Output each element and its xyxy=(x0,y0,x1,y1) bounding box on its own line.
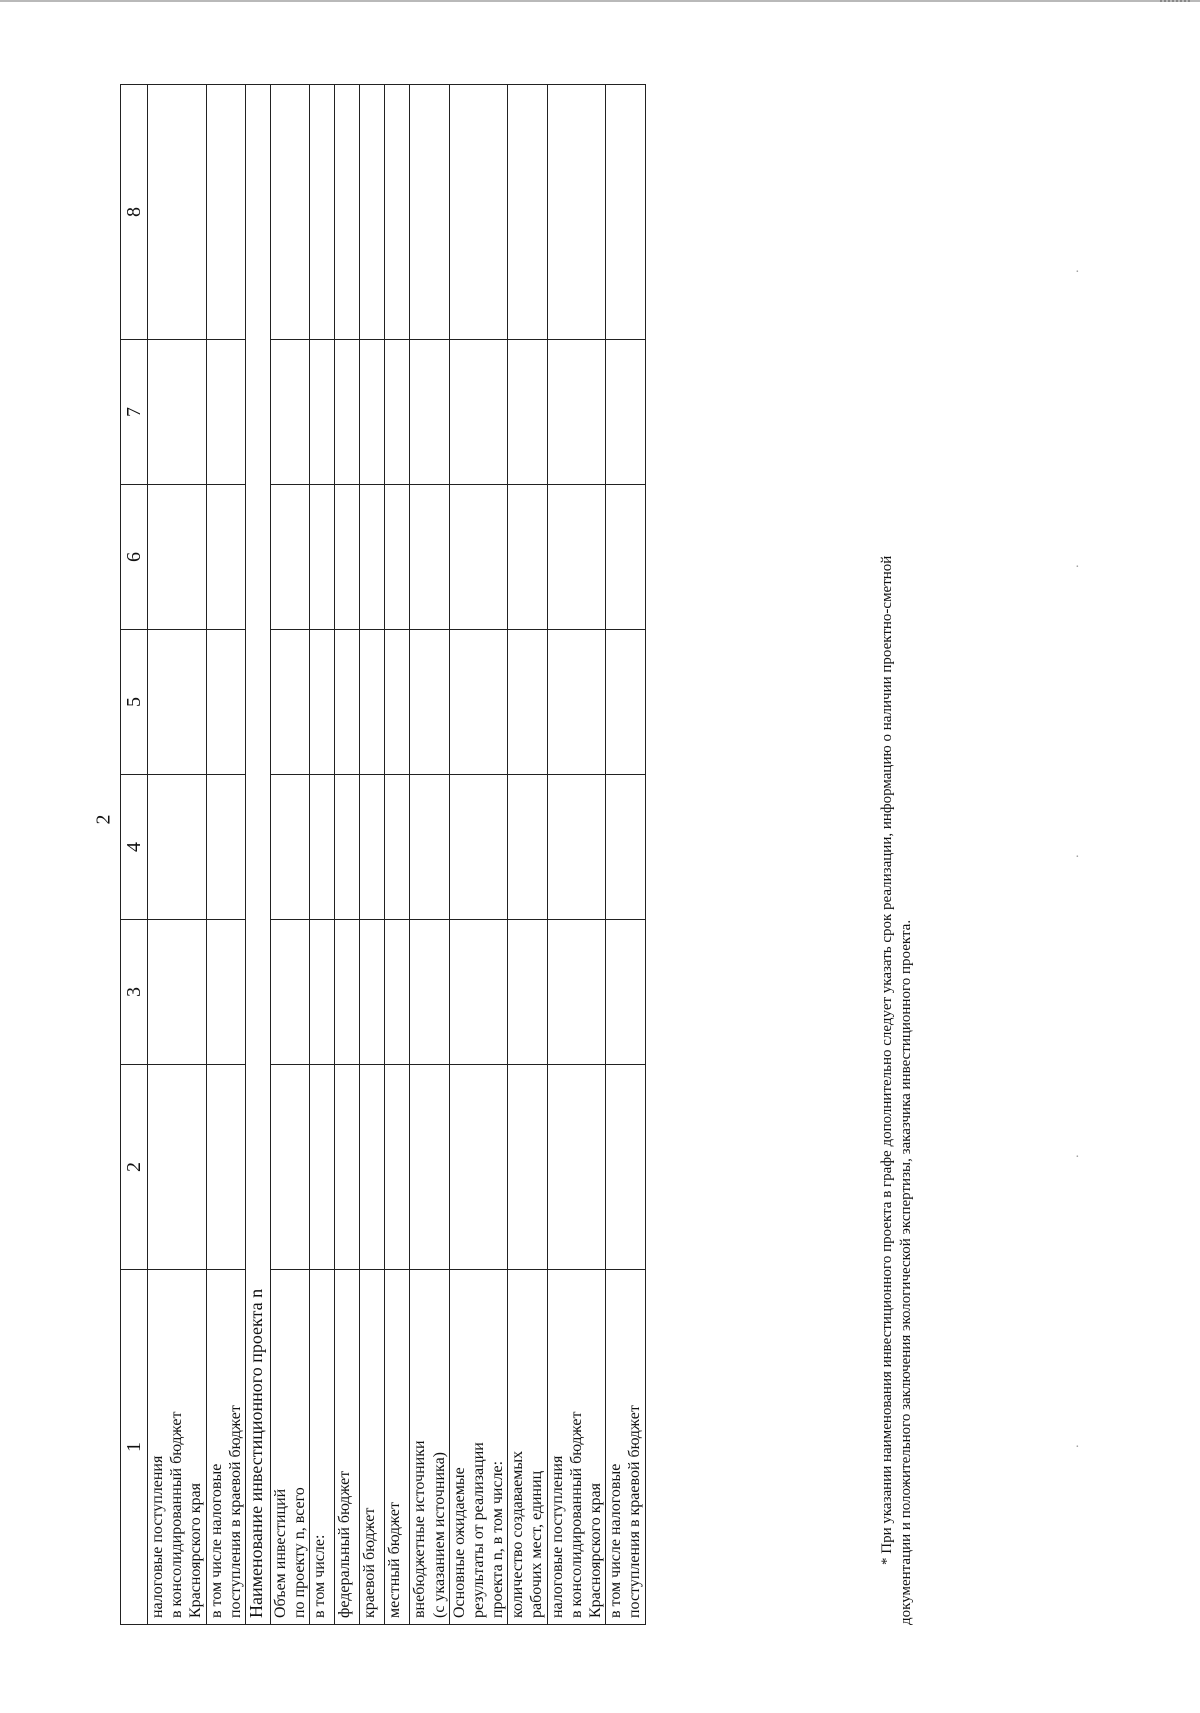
table-cell xyxy=(148,920,207,1065)
table-cell xyxy=(310,485,335,630)
table-cell xyxy=(547,775,606,920)
column-header: 2 xyxy=(121,1065,148,1270)
table-row xyxy=(360,85,385,1625)
table-cell xyxy=(606,775,645,920)
table-cell xyxy=(206,85,245,340)
table-cell xyxy=(335,485,360,630)
table-cell xyxy=(508,775,547,920)
table-cell xyxy=(310,920,335,1065)
table-cell xyxy=(410,340,449,485)
table-cell xyxy=(385,485,410,630)
table-cell xyxy=(449,775,508,920)
table-row xyxy=(410,85,449,1625)
table-cell xyxy=(410,1065,449,1270)
table-row xyxy=(148,85,207,1625)
footnote-line: документации и положительного заключения экологической экспертизы, заказчика инвестиционного проекта. xyxy=(897,919,914,1625)
table-cell xyxy=(449,485,508,630)
table-cell xyxy=(385,920,410,1065)
table-cell xyxy=(508,630,547,775)
table-cell xyxy=(547,85,606,340)
table-cell xyxy=(206,1065,245,1270)
table-cell xyxy=(206,920,245,1065)
table-cell xyxy=(449,630,508,775)
row-label: в том числе налоговые поступления в краевой бюджет xyxy=(606,1270,645,1625)
table-cell xyxy=(270,340,309,485)
row-label: краевой бюджет xyxy=(360,1270,385,1625)
table-cell xyxy=(310,85,335,340)
table-cell xyxy=(385,340,410,485)
row-label: федеральный бюджет xyxy=(335,1270,360,1625)
table-cell xyxy=(449,1065,508,1270)
rotated-page-content xyxy=(120,75,914,1625)
project-name-cell: Наименование инвестиционного проекта n xyxy=(245,85,270,1625)
table-cell xyxy=(410,485,449,630)
page-number: 2 xyxy=(92,814,115,825)
table-cell xyxy=(270,630,309,775)
table-cell xyxy=(508,340,547,485)
table-cell xyxy=(360,1065,385,1270)
table-cell xyxy=(547,630,606,775)
table-cell xyxy=(335,85,360,340)
table-cell xyxy=(385,775,410,920)
row-label: внебюджетные источники (с указанием источника) xyxy=(410,1270,449,1625)
table-cell xyxy=(206,485,245,630)
table-cell xyxy=(310,775,335,920)
table-cell xyxy=(410,920,449,1065)
table-cell xyxy=(547,1065,606,1270)
row-label: количество создаваемых рабочих мест, единиц xyxy=(508,1270,547,1625)
table-cell xyxy=(385,630,410,775)
row-label: в том числе налоговые поступления в краевой бюджет xyxy=(206,1270,245,1625)
table-cell xyxy=(310,340,335,485)
row-label: Объем инвестиций по проекту n, всего xyxy=(270,1270,309,1625)
table-cell xyxy=(270,920,309,1065)
table-cell xyxy=(360,85,385,340)
table-cell xyxy=(508,920,547,1065)
table-cell xyxy=(360,775,385,920)
table-cell xyxy=(310,630,335,775)
table-cell xyxy=(148,630,207,775)
scan-speck: · xyxy=(1075,1150,1080,1165)
table-cell xyxy=(508,85,547,340)
column-header: 3 xyxy=(121,920,148,1065)
table-cell xyxy=(148,1065,207,1270)
table-cell xyxy=(385,1065,410,1270)
table-row xyxy=(547,85,606,1625)
table-cell xyxy=(385,85,410,340)
row-label: налоговые поступления в консолидированный бюджет Красноярского края xyxy=(547,1270,606,1625)
project-title-row xyxy=(245,85,270,1625)
scan-speck: · xyxy=(1075,850,1080,865)
column-header: 6 xyxy=(121,485,148,630)
table-cell xyxy=(606,630,645,775)
table-cell xyxy=(270,85,309,340)
column-header: 4 xyxy=(121,775,148,920)
table-cell xyxy=(148,775,207,920)
table-row xyxy=(270,85,309,1625)
table-cell xyxy=(449,85,508,340)
scan-speck: · xyxy=(1075,1440,1080,1455)
scan-edge-mark xyxy=(1160,0,1190,5)
table-cell xyxy=(360,920,385,1065)
footnote-line: * При указании наименования инвестиционного проекта в графе дополнительно следует указать срок реализации, информацию о наличии проектно-сметной xyxy=(879,555,895,1565)
row-label: Основные ожидаемые результаты от реализации проекта n, в том числе: xyxy=(449,1270,508,1625)
table-cell xyxy=(410,630,449,775)
table-cell xyxy=(148,85,207,340)
table-cell xyxy=(547,485,606,630)
table-cell xyxy=(410,775,449,920)
table-cell xyxy=(360,340,385,485)
table-cell xyxy=(148,340,207,485)
column-header: 5 xyxy=(121,630,148,775)
table-cell xyxy=(606,485,645,630)
table-cell xyxy=(606,85,645,340)
column-header: 8 xyxy=(121,85,148,340)
table-cell xyxy=(206,775,245,920)
scan-speck: · xyxy=(1075,560,1080,575)
table-row xyxy=(310,85,335,1625)
column-number-row xyxy=(121,85,148,1625)
table-row xyxy=(335,85,360,1625)
footnote xyxy=(878,85,916,1625)
table-cell xyxy=(508,1065,547,1270)
table-cell xyxy=(508,485,547,630)
table-cell xyxy=(335,630,360,775)
table-cell xyxy=(606,1065,645,1270)
table-cell xyxy=(410,85,449,340)
table-cell xyxy=(606,920,645,1065)
table-cell xyxy=(270,1065,309,1270)
table-row xyxy=(508,85,547,1625)
table-row xyxy=(206,85,245,1625)
table-cell xyxy=(148,485,207,630)
scan-edge-line xyxy=(0,0,1200,2)
table-cell xyxy=(606,340,645,485)
table-cell xyxy=(335,1065,360,1270)
table-cell xyxy=(547,920,606,1065)
row-label: налоговые поступления в консолидированный бюджет Красноярского края xyxy=(148,1270,207,1625)
row-label: в том числе: xyxy=(310,1270,335,1625)
table-cell xyxy=(206,630,245,775)
table-cell xyxy=(270,775,309,920)
table-row xyxy=(606,85,645,1625)
table-row xyxy=(449,85,508,1625)
column-header: 1 xyxy=(121,1270,148,1625)
table-row xyxy=(385,85,410,1625)
table-cell xyxy=(547,340,606,485)
column-header: 7 xyxy=(121,340,148,485)
table-cell xyxy=(360,630,385,775)
scan-speck: · xyxy=(1075,265,1080,280)
table-cell xyxy=(335,775,360,920)
table-cell xyxy=(310,1065,335,1270)
table-cell xyxy=(335,340,360,485)
table-cell xyxy=(335,920,360,1065)
table-cell xyxy=(360,485,385,630)
table-cell xyxy=(270,485,309,630)
row-label: местный бюджет xyxy=(385,1270,410,1625)
table-cell xyxy=(206,340,245,485)
investment-table xyxy=(120,84,646,1625)
table-cell xyxy=(449,920,508,1065)
table-cell xyxy=(449,340,508,485)
